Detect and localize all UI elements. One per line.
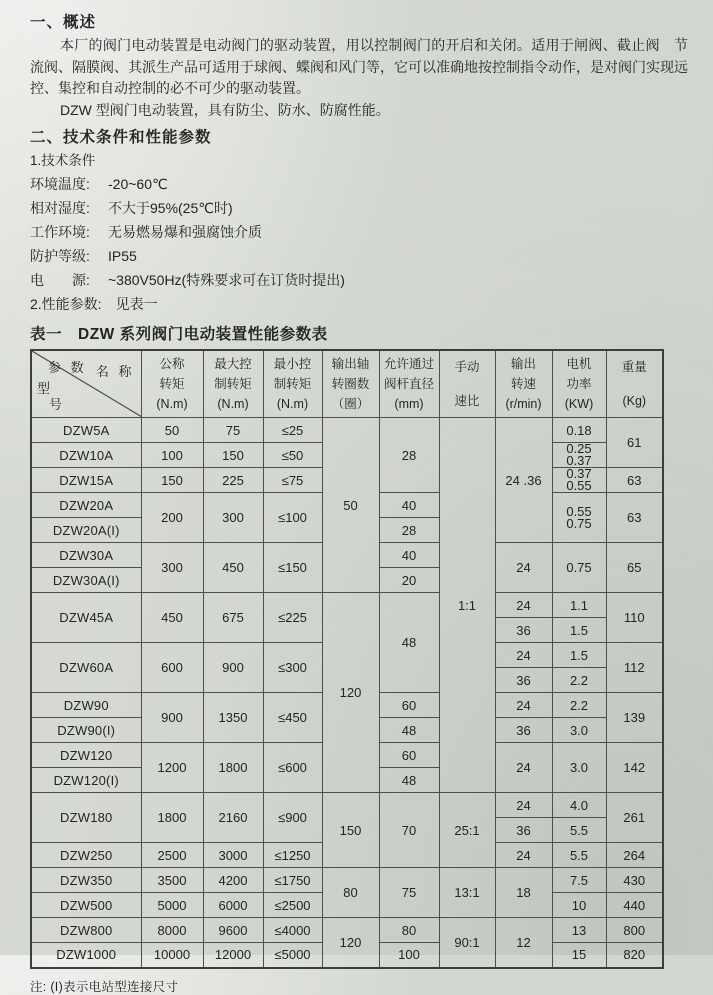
condition-value: IP55 [108,248,137,264]
model-cell: DZW120(I) [31,768,141,793]
model-cell: DZW30A(I) [31,568,141,593]
condition-line [30,244,688,268]
value-cell: 90:1 [439,918,495,968]
condition-line [30,196,688,220]
value-cell: 36 [495,718,552,743]
value-cell: 150 [322,793,379,868]
value-cell: 1800 [203,743,263,793]
value-cell: 63 [606,468,663,493]
value-cell: 10000 [141,943,203,968]
value-cell: 60 [379,743,439,768]
value-cell: 110 [606,593,663,643]
overview-paragraph-2: DZW 型阀门电动装置，具有防尘、防水、防腐性能。 [60,101,390,118]
value-cell: 139 [606,693,663,743]
value-cell: 7.5 [552,868,606,893]
value-cell: 300 [203,493,263,543]
value-cell: ≤600 [263,743,322,793]
corner-model-char1: 型 [37,381,54,396]
condition-label: 相对湿度: [30,200,90,216]
value-cell: 36 [495,618,552,643]
condition-value: ~380V50Hz(特殊要求可在订货时提出) [108,272,345,288]
value-cell: 48 [379,768,439,793]
value-cell: ≤450 [263,693,322,743]
tech-sub2: 2.性能参数: 见表一 [30,296,158,312]
value-cell: 150 [203,443,263,468]
value-cell: 80 [322,868,379,918]
value-cell: 1200 [141,743,203,793]
value-cell: ≤100 [263,493,322,543]
value-cell: 24 [495,643,552,668]
value-cell: ≤5000 [263,943,322,968]
value-cell: 61 [606,418,663,468]
value-cell: 120 [322,918,379,968]
condition-label: 工作环境: [30,224,90,240]
value-cell: 1800 [141,793,203,843]
header-col-weight: 重量 (Kg) [606,350,663,418]
model-cell: DZW500 [31,893,141,918]
value-cell: 0.37 0.55 [552,468,606,493]
value-cell: ≤1250 [263,843,322,868]
value-cell: 600 [141,643,203,693]
value-cell: 6000 [203,893,263,918]
value-cell: 900 [203,643,263,693]
model-cell: DZW5A [31,418,141,443]
value-cell: 100 [141,443,203,468]
value-cell: 2.2 [552,693,606,718]
value-cell: 48 [379,718,439,743]
value-cell: 450 [203,543,263,593]
tech-sub1: 1.技术条件 [30,153,96,168]
value-cell: ≤50 [263,443,322,468]
model-cell: DZW15A [31,468,141,493]
value-cell: ≤225 [263,593,322,643]
value-cell: 3.0 [552,743,606,793]
value-cell: 1.5 [552,643,606,668]
header-col-min-ctrl-torque: 最小控 制转矩 (N.m) [263,350,322,418]
value-cell: 900 [141,693,203,743]
value-cell: 70 [379,793,439,868]
footnote: 注: (I)表示电站型连接尺寸 [30,979,179,994]
value-cell: 5000 [141,893,203,918]
value-cell: 12 [495,918,552,968]
value-cell: 80 [379,918,439,943]
model-cell: DZW180 [31,793,141,843]
value-cell: 2500 [141,843,203,868]
value-cell: 1:1 [439,418,495,793]
value-cell: 24 [495,543,552,593]
value-cell: 3000 [203,843,263,868]
value-cell: 40 [379,543,439,568]
corner-cell [31,350,141,418]
value-cell: 450 [141,593,203,643]
overview-paragraph-1: 本厂的阀门电动装置是电动阀门的驱动装置，用以控制阀门的开启和关闭。适用于闸阀、截止阀 节流阀、隔膜阀、其派生产品可适用于球阀、蝶阀和风门等，它可以准确地按控制指令动作，是对阀门实现远控、集控和自动控制的必不可少的驱动装置。 [30,37,688,96]
value-cell: ≤150 [263,543,322,593]
value-cell: 800 [606,918,663,943]
model-cell: DZW60A [31,643,141,693]
model-cell: DZW10A [31,443,141,468]
value-cell: 18 [495,868,552,918]
value-cell: 112 [606,643,663,693]
condition-line [30,268,688,292]
value-cell: 60 [379,693,439,718]
value-cell: 24 [495,743,552,793]
overview-heading: 一、概述 [30,14,97,31]
model-cell: DZW800 [31,918,141,943]
value-cell: 5.5 [552,843,606,868]
value-cell: 12000 [203,943,263,968]
model-cell: DZW250 [31,843,141,868]
value-cell: 300 [141,543,203,593]
corner-name-label: 名 称 [95,364,135,379]
model-cell: DZW1000 [31,943,141,968]
value-cell: 0.25 0.37 [552,443,606,468]
header-col-nominal-torque: 公称 转矩 (N.m) [141,350,203,418]
value-cell: 100 [379,943,439,968]
table-row [31,418,663,443]
condition-value: -20~60℃ [108,176,168,192]
value-cell: 24 .36 [495,418,552,543]
value-cell: ≤900 [263,793,322,843]
value-cell: 0.55 0.75 [552,493,606,543]
value-cell: 36 [495,668,552,693]
corner-param-label: 参 数 [48,360,87,375]
value-cell: 440 [606,893,663,918]
value-cell: 10 [552,893,606,918]
value-cell: 50 [322,418,379,593]
table-row [31,868,663,893]
model-cell: DZW350 [31,868,141,893]
value-cell: 4.0 [552,793,606,818]
model-cell: DZW20A(I) [31,518,141,543]
condition-line [30,220,688,244]
value-cell: 13:1 [439,868,495,918]
value-cell: 1.5 [552,618,606,643]
value-cell: 75 [203,418,263,443]
value-cell: 50 [141,418,203,443]
value-cell: 24 [495,793,552,818]
value-cell: 20 [379,568,439,593]
header-col-output-speed: 输出 转速 (r/min) [495,350,552,418]
value-cell: 4200 [203,868,263,893]
value-cell: 0.75 [552,543,606,593]
model-cell: DZW90(I) [31,718,141,743]
value-cell: ≤4000 [263,918,322,943]
condition-value: 不大于95%(25℃时) [108,200,233,216]
value-cell: ≤300 [263,643,322,693]
condition-line [30,172,688,196]
value-cell: 3.0 [552,718,606,743]
condition-value: 无易燃易爆和强腐蚀介质 [108,224,262,240]
value-cell: 40 [379,493,439,518]
value-cell: 24 [495,693,552,718]
model-cell: DZW45A [31,593,141,643]
value-cell: 142 [606,743,663,793]
value-cell: 2.2 [552,668,606,693]
value-cell: 24 [495,843,552,868]
value-cell: 36 [495,818,552,843]
value-cell: 13 [552,918,606,943]
table-header-row [31,350,663,418]
model-cell: DZW30A [31,543,141,568]
model-cell: DZW120 [31,743,141,768]
value-cell: 5.5 [552,818,606,843]
table-body [31,418,663,968]
value-cell: 2160 [203,793,263,843]
value-cell: 15 [552,943,606,968]
table-row [31,593,663,618]
corner-model-char2: 号 [49,397,66,412]
value-cell: 3500 [141,868,203,893]
header-col-output-turns: 输出轴 转圈数 （圈） [322,350,379,418]
condition-label: 电 源: [30,272,90,288]
value-cell: 150 [141,468,203,493]
header-col-manual-ratio: 手动 速比 [439,350,495,418]
value-cell: ≤2500 [263,893,322,918]
performance-table [30,349,664,969]
table-row [31,793,663,818]
table-row [31,918,663,943]
value-cell: 1350 [203,693,263,743]
value-cell: 225 [203,468,263,493]
value-cell: 120 [322,593,379,793]
value-cell: 261 [606,793,663,843]
value-cell: ≤25 [263,418,322,443]
value-cell: 75 [379,868,439,918]
value-cell: 264 [606,843,663,868]
value-cell: 48 [379,593,439,693]
value-cell: 675 [203,593,263,643]
value-cell: ≤75 [263,468,322,493]
condition-label: 防护等级: [30,248,90,264]
condition-label: 环境温度: [30,176,90,192]
tech-heading: 二、技术条件和性能参数 [30,129,212,146]
value-cell: 8000 [141,918,203,943]
value-cell: 28 [379,418,439,493]
value-cell: 63 [606,493,663,543]
value-cell: 28 [379,518,439,543]
value-cell: 430 [606,868,663,893]
value-cell: 820 [606,943,663,968]
value-cell: 24 [495,593,552,618]
header-col-max-ctrl-torque: 最大控 制转矩 (N.m) [203,350,263,418]
value-cell: ≤1750 [263,868,322,893]
model-cell: DZW20A [31,493,141,518]
header-col-stem-diameter: 允许通过 阀杆直径 (mm) [379,350,439,418]
value-cell: 9600 [203,918,263,943]
value-cell: 25:1 [439,793,495,868]
model-cell: DZW90 [31,693,141,718]
value-cell: 1.1 [552,593,606,618]
value-cell: 65 [606,543,663,593]
table-title: 表一 DZW 系列阀门电动装置性能参数表 [30,326,328,343]
value-cell: 200 [141,493,203,543]
value-cell: 0.18 [552,418,606,443]
header-col-motor-power: 电机 功率 (KW) [552,350,606,418]
